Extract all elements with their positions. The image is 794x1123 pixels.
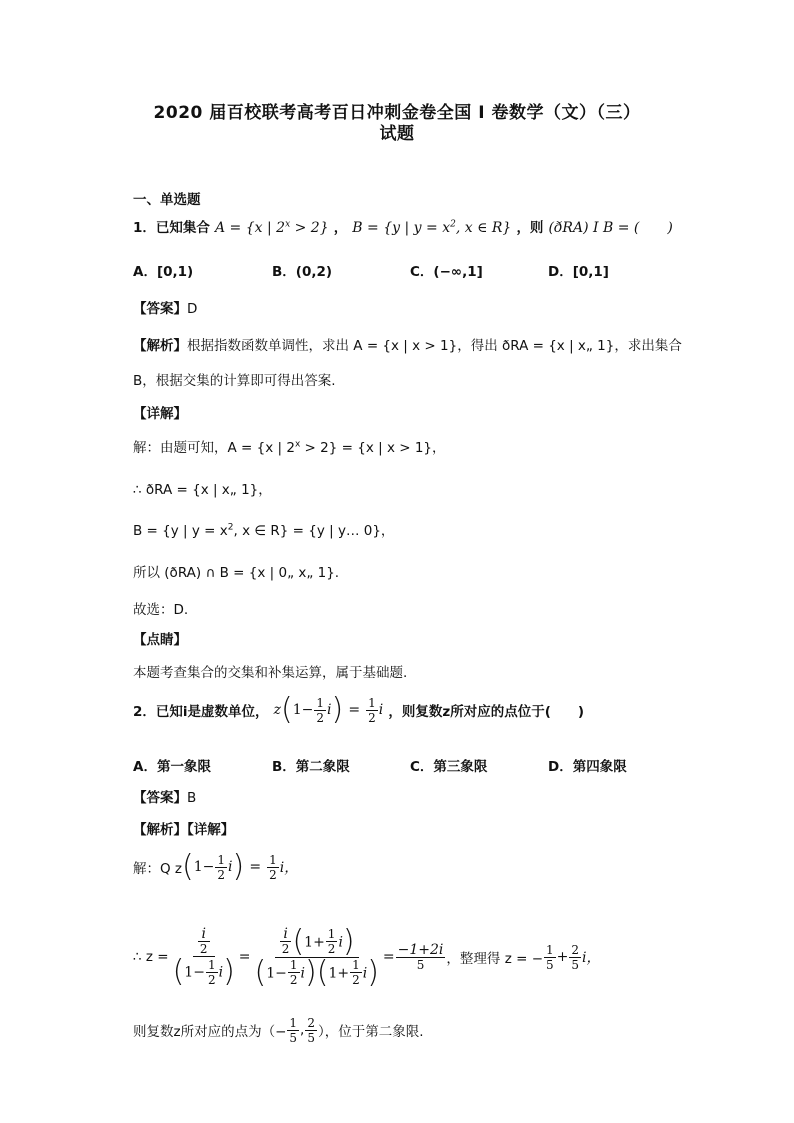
q1-comment-label: 【点睛】 [133, 632, 187, 648]
q1-analysis-line2: B，根据交集的计算即可得出答案. [133, 373, 336, 389]
q2-solution-line2: ∴ z = $\frac{i}{2}$ (1− $\frac{1}{2}$ i) = $\frac{i}{2}$ (1+ $\frac{1}{2}$ i) (1− $\frac{1}{2}$ i)(1+ $\frac{1}{2}$ i) = $\frac{-1+2i}{5}$ ，整理得 z = − $\frac{1}{5}$ + $\frac{2}{5}$ i， [133, 923, 601, 990]
q1-solution-line5: 故选：D. [133, 602, 189, 618]
q1-expression: (ðRA) I B = ( ) [548, 220, 673, 236]
q1-option-a: A．[0,1) [133, 264, 194, 280]
q2-option-d: D．第四象限 [548, 759, 627, 775]
q2-solution-line1: 解：Q z(1− $\frac{1}{2}$ i) = $\frac{1}{2}$ i， [133, 849, 299, 884]
q1-number: 1．已知集合 [133, 220, 210, 236]
page-title: 2020 届百校联考高考百日冲刺金卷全国 I 卷数学（文）（三） [153, 103, 641, 123]
q1-solution-line2: ∴ ðRA = {x | x„ 1}， [133, 482, 272, 498]
q2-option-b: B．第二象限 [272, 759, 350, 775]
set-b-definition: B = {y | $y = x^2$, x ∈ R} [352, 219, 512, 236]
question-1-stem: 1．已知集合 A = {x | $2^x > 2$} ， B = {y | $y = x^2$, x ∈ R} ，则 (ðRA) I B = ( ) [133, 219, 673, 236]
q2-number: 2．已知i是虚数单位， [133, 704, 269, 720]
set-a-definition: A = {x | $2^x > 2$} [215, 219, 329, 236]
page-title-line2: 试题 [379, 124, 415, 144]
question-2-stem: 2．已知i是虚数单位， z(1− $\frac{1}{2}$ i) = $\frac{1}{2}$ i ，则复数z所对应的点位于( ) [133, 692, 585, 727]
q1-solution-line4: 所以 (ðRA) ∩ B = {x | 0„ x„ 1}. [133, 565, 340, 581]
q1-option-b: B．(0,2) [272, 264, 333, 280]
q2-analysis-label: 【解析】【详解】 [133, 822, 235, 838]
q1-comment: 本题考查集合的交集和补集运算，属于基础题. [133, 665, 408, 681]
q2-solution-line3: 则复数z所对应的点为（− $\frac{1}{5}$ , $\frac{2}{5}$ ），位于第二象限. [133, 1015, 424, 1045]
q1-analysis: 【解析】根据指数函数单调性，求出 A = {x | x > 1}，得出 ðRA = {x | x„ 1}，求出集合 [133, 338, 682, 354]
q1-option-d: D．[0,1] [548, 264, 609, 280]
q2-option-c: C．第三象限 [410, 759, 488, 775]
q1-solution-line3: B = {y | $y = x^2$, x ∈ R} = {y | y… 0}， [133, 522, 395, 539]
q1-option-c: C．(−∞,1] [410, 264, 483, 280]
q2-option-a: A．第一象限 [133, 759, 211, 775]
q1-answer: 【答案】D [133, 301, 198, 317]
q2-answer: 【答案】B [133, 790, 197, 806]
section-heading: 一、单选题 [133, 192, 201, 208]
q1-detail-label: 【详解】 [133, 406, 187, 422]
q1-solution-line1: 解：由题可知，A = {x | $2^x > 2\} = \{x$ | x > 1}， [133, 439, 446, 456]
